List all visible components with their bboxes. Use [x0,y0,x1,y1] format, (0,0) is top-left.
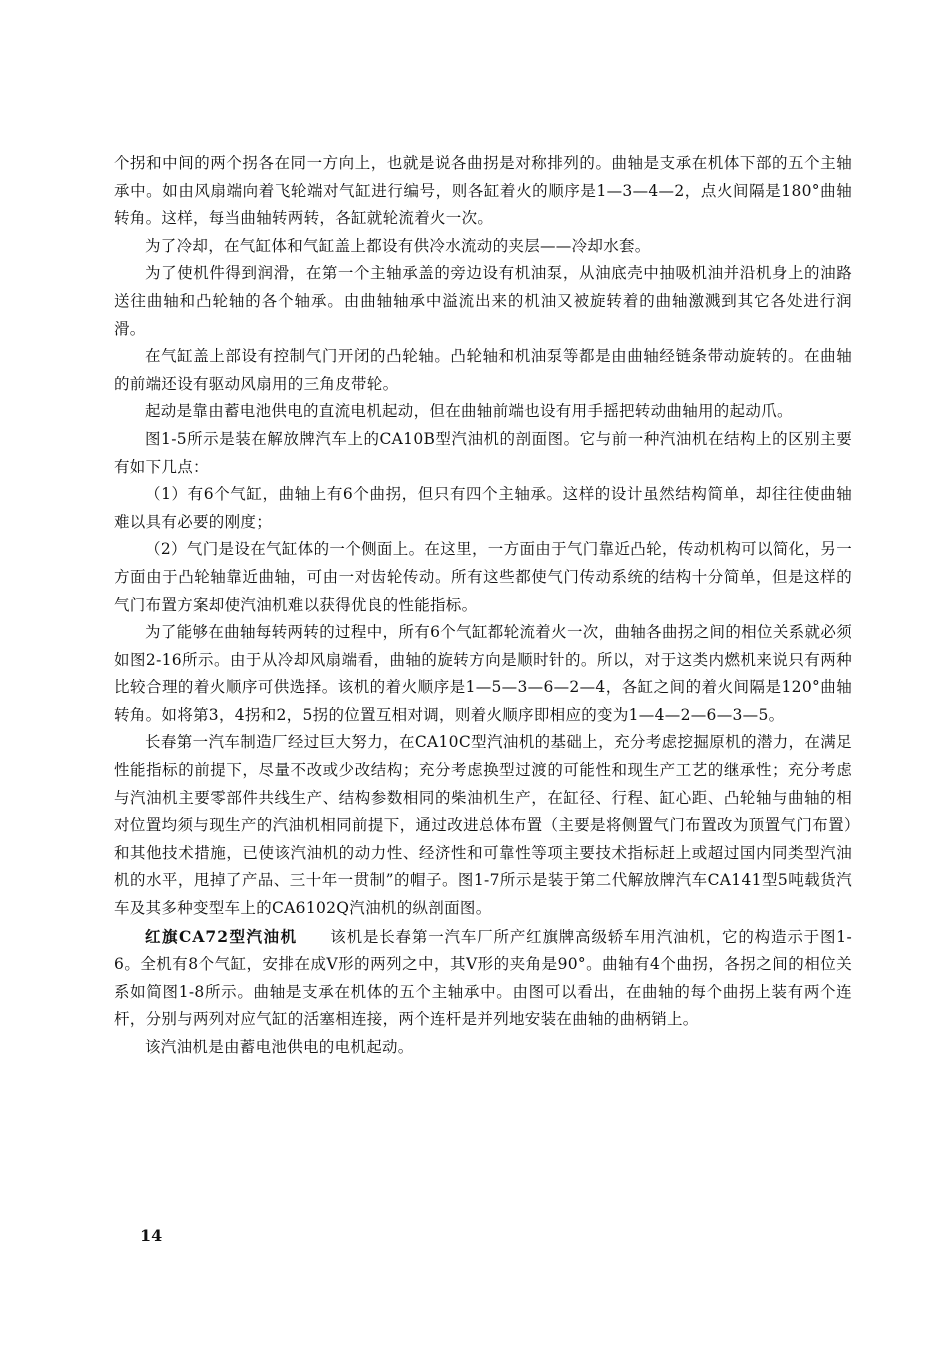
paragraph-11 [114,923,852,1034]
paragraph-5: 起动是靠由蓄电池供电的直流电机起动，但在曲轴前端也设有用手摇把转动曲轴用的起动爪。 [145,402,793,421]
paragraph-2: 为了冷却，在气缸体和气缸盖上都设有供冷水流动的夹层——冷却水套。 [145,236,651,255]
paragraph-12: 该汽油机是由蓄电池供电的电机起动。 [145,1038,414,1056]
paragraph-3: 为了使机件得到润滑，在第一个主轴承盖的旁边设有机油泵，从油底壳中抽吸机油并沿机身上的油路送往曲轴和凸轮轴的各个轴承。由曲轴轴承中溢流出来的机油又被旋转着的曲轴激溅到其它各处进行润滑。 [114,264,852,338]
paragraph-8: （2）气门是设在气缸体的一个侧面上。在这里，一方面由于气门靠近凸轮，传动机构可以简化，另一方面由于凸轮轴靠近曲轴，可由一对齿轮传动。所有这些都使气门传动系统的结构十分简单，但是这样的气门布置方案却使汽油机难以获得优良的性能指标。 [114,540,852,614]
body-text [114,150,852,1062]
paragraph-10: 长春第一汽车制造厂经过巨大努力，在CA10C型汽油机的基础上，充分考虑挖掘原机的潜力，在满足性能指标的前提下，尽量不改或少改结构；充分考虑换型过渡的可能性和现生产工艺的继承性；充分考虑与汽油机主要零部件共线生产、结构参数相同的柴油机生产，在缸径、行程、缸心距、凸轮轴与曲轴的相对位置均须与现生产的汽油机相同前提下，通过改进总体布置（主要是将侧置气门布置改为顶置气门布置）和其他技术措施，已使该汽油机的动力性、经济性和可靠性等项主要技术指标赶上或超过国内同类型汽油机的水平，甩掉了产品、三十年一贯制”的帽子。图1-7所示是装于第二代解放牌汽车CA141型5吨载货汽车及其多种变型车上的CA6102Q汽油机的纵剖面图。 [114,733,852,918]
page-number: 14 [140,1226,163,1245]
paragraph-6: 图1-5所示是装在解放牌汽车上的CA10B型汽油机的剖面图。它与前一种汽油机在结构上的区别主要有如下几点： [114,429,852,476]
paragraph-11-spacer [298,928,331,946]
paragraph-1: 个拐和中间的两个拐各在同一方向上，也就是说各曲拐是对称排列的。曲轴是支承在机体下部的五个主轴承中。如由风扇端向着飞轮端对气缸进行编号，则各缸着火的顺序是1—3—4—2，点火间隔是180°曲轴转角。这样，每当曲轴转两转，各缸就轮流着火一次。 [114,154,852,228]
paragraph-11-text: 该机是长春第一汽车厂所产红旗牌高级轿车用汽油机，它的构造示于图1-6。全机有8个气缸，安排在成V形的两列之中，其V形的夹角是90°。曲轴有4个曲拐，各拐之间的相位关系如简图1-8所示。曲轴是支承在机体的五个主轴承中。由图可以看出，在曲轴的每个曲拐上装有两个连杆，分别与两列对应气缸的活塞相连接，两个连杆是并列地安装在曲轴的曲柄销上。 [114,927,852,1029]
paragraph-9: 为了能够在曲轴每转两转的过程中，所有6个气缸都轮流着火一次，曲轴各曲拐之间的相位关系就必须如图2-16所示。由于从冷却风扇端看，曲轴的旋转方向是顺时针的。所以，对于这类内燃机来说只有两种比较合理的着火顺序可供选择。该机的着火顺序是1—5—3—6—2—4，各缸之间的着火间隔是120°曲轴转角。如将第3，4拐和2，5拐的位置互相对调，则着火顺序即相应的变为1—4—2—6—3—5。 [114,623,852,724]
section-heading: 红旗CA72型汽油机 [145,926,298,946]
paragraph-4: 在气缸盖上部设有控制气门开闭的凸轮轴。凸轮轴和机油泵等都是由曲轴经链条带动旋转的。在曲轴的前端还设有驱动风扇用的三角皮带轮。 [114,347,852,393]
paragraph-7: （1）有6个气缸，曲轴上有6个曲拐，但只有四个主轴承。这样的设计虽然结构简单，却往往使曲轴难以具有必要的刚度； [114,485,852,531]
